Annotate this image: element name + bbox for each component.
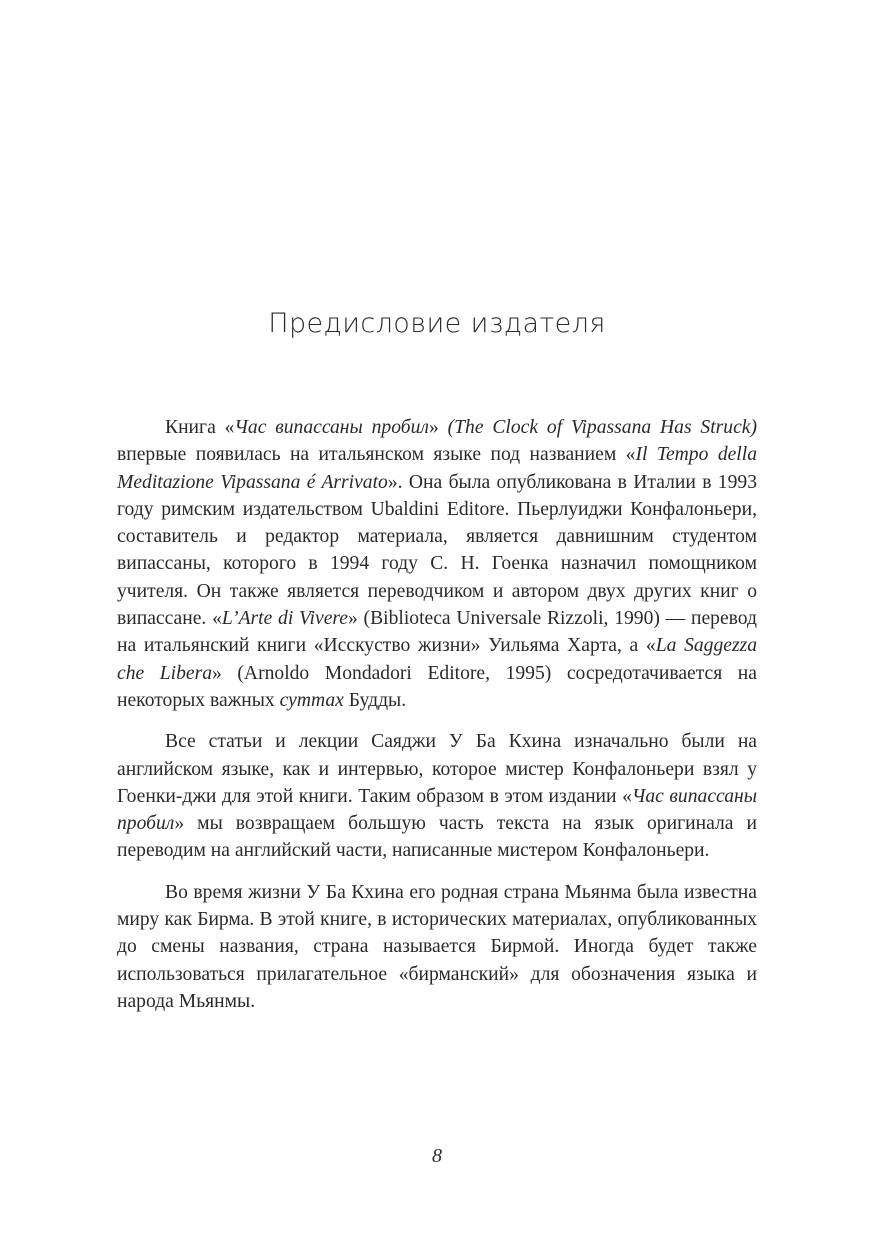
text-run: » (Arnoldo Mondadori Editore, 1995) сосредотачивается на некоторых важных <box>117 662 757 711</box>
paragraph-2 <box>117 728 757 864</box>
italic-text-run: La Saggezza che Libera <box>117 635 758 684</box>
italic-text-run: Час випассаны пробил <box>234 417 429 438</box>
italic-text-run: суттах <box>279 689 344 711</box>
text-run: » <box>428 417 448 438</box>
italic-text-run: L’Arte di Vivere <box>221 608 348 630</box>
text-run: » (Biblioteca Universale Rizzoli, 1990) — перевод на итальянский книги «Исскуство жизни» Уильяма Харта, а « <box>117 608 757 657</box>
text-run: Во время жизни У Ба Кхина его родная страна Мьянма была известна миру как Бирма. В этой книге, в исторических материалах, опубликованных до смены названия, страна называется Бирмой. Иногда будет также использоваться прилагательное «бирманский» для обозначения языка и народа Мьянмы. <box>117 881 757 1012</box>
paragraph-1 <box>117 414 757 714</box>
text-run: Книга « <box>165 417 235 438</box>
italic-text-run: Час випассаны пробил <box>117 785 757 835</box>
italic-text-run: Il Tempo della Meditazione Vipassana é Arrivato <box>117 444 757 493</box>
text-run: Будды. <box>343 689 407 711</box>
italic-text-run: (The Clock of Vipassana Has Struck) <box>447 417 757 438</box>
text-run: Все статьи и лекции Саяджи У Ба Кхина изначально были на английском языке, как и интервью, которое мистер Конфалоньери взял у Гоенки-джи для этой книги. Таким образом в этом издании « <box>117 731 757 807</box>
paragraph-3 <box>117 879 757 1015</box>
page-title: Предисловие издателя <box>268 308 606 339</box>
text-run: » мы возвращаем большую часть текста на язык оригинала и переводим на английский части, написанные мистером Конфалоньери. <box>117 813 757 862</box>
text-run: впервые появилась на итальянском языке под названием « <box>117 444 636 466</box>
body-text <box>117 414 757 1029</box>
page-number: 8 <box>432 1145 442 1167</box>
text-run: ». Она была опубликована в Италии в 1993 году римским издательством Ubaldini Editore. Пьерлуиджи Конфалоньери, составитель и редактор материала, является давнишним студентом випассаны, которого в 1994 году С. Н. Гоенка назначил помощником учителя. Он также является переводчиком и автором двух других книг о випассане. « <box>117 471 757 630</box>
